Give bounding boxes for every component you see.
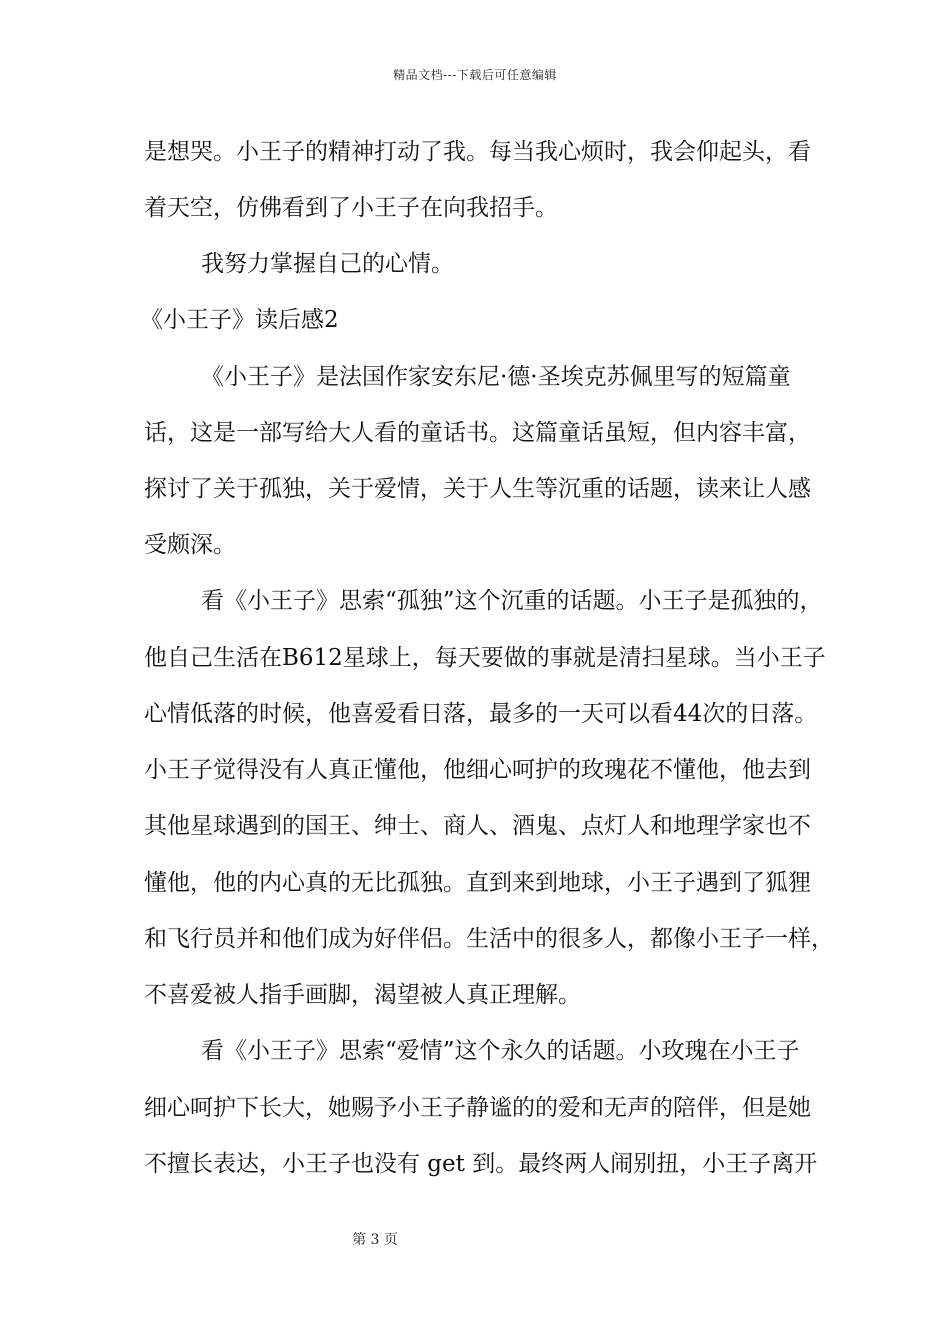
text-line: 心情低落的时候，他喜爱看日落，最多的一天可以看44次的日落。 — [144, 701, 818, 727]
text-line: 着天空，仿佛看到了小王子在向我招手。 — [144, 195, 558, 221]
page-header: 精品文档---下载后可任意编辑 — [393, 68, 557, 82]
text-line: 不擅长表达，小王子也没有 get 到。最终两人闹别扭，小王子离开 — [144, 1151, 818, 1177]
text-line: 探讨了关于孤独，关于爱情，关于人生等沉重的话题，读来让人感 — [144, 476, 811, 502]
text-line: 不喜爱被人指手画脚，渴望被人真正理解。 — [144, 982, 581, 1008]
section-heading: 《小王子》读后感2 — [140, 307, 339, 333]
text-line: 小王子觉得没有人真正懂他，他细心呵护的玫瑰花不懂他，他去到 — [144, 757, 811, 783]
text-line: 和飞行员并和他们成为好伴侣。生活中的很多人，都像小王子一样， — [144, 926, 834, 952]
text-line: 我努力掌握自己的心情。 — [201, 251, 454, 277]
text-line: 看《小王子》思索“孤独”这个沉重的话题。小王子是孤独的， — [201, 588, 823, 614]
text-line: 懂他，他的内心真的无比孤独。直到来到地球，小王子遇到了狐狸 — [144, 870, 811, 896]
text-line: 其他星球遇到的国王、绅士、商人、酒鬼、点灯人和地理学家也不 — [144, 813, 811, 839]
text-line: 看《小王子》思索“爱情”这个永久的话题。小玫瑰在小王子 — [201, 1038, 800, 1064]
text-line: 细心呵护下长大，她赐予小王子静谧的的爱和无声的陪伴，但是她 — [144, 1095, 811, 1121]
text-line: 他自己生活在B612星球上，每天要做的事就是清扫星球。当小王子 — [144, 645, 826, 671]
text-line: 受颇深。 — [144, 532, 236, 558]
text-line: 话，这是一部写给大人看的童话书。这篇童话虽短，但内容丰富， — [144, 420, 811, 446]
text-line: 《小王子》是法国作家安东尼·德·圣埃克苏佩里写的短篇童 — [201, 364, 791, 390]
text-line: 是想哭。小王子的精神打动了我。每当我心烦时，我会仰起头，看 — [144, 139, 811, 165]
page-number: 第 3 页 — [352, 1232, 398, 1248]
